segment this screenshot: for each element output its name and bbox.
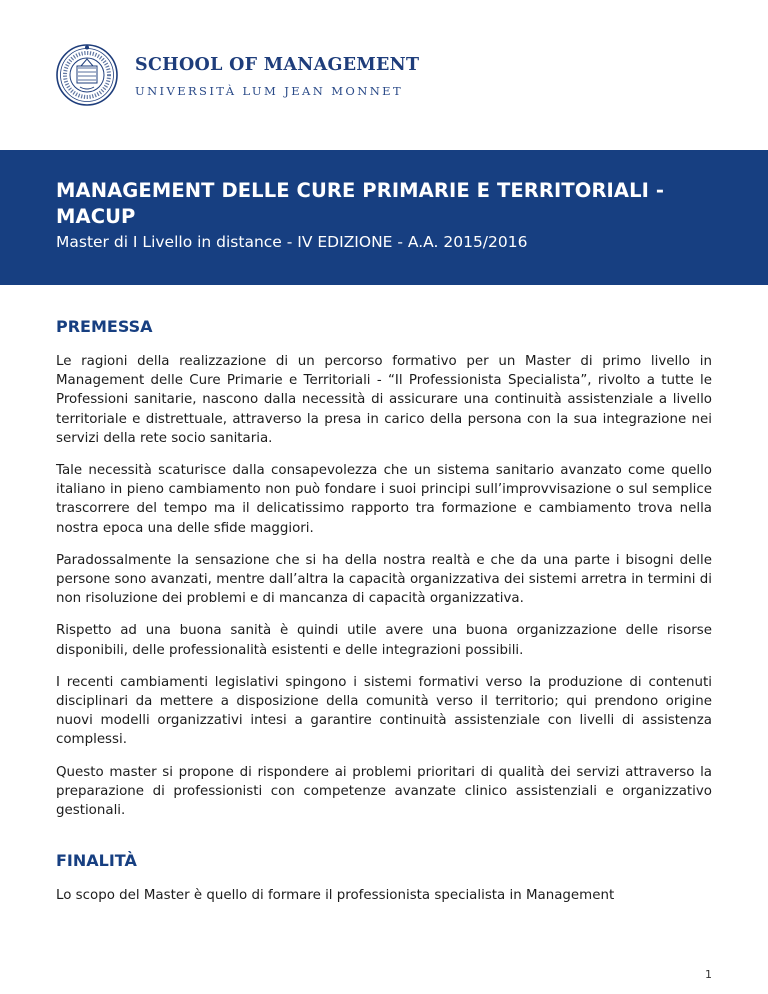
page-header bbox=[0, 0, 768, 150]
university-name: UNIVERSITÀ LUM JEAN MONNET bbox=[135, 84, 404, 98]
section-title-premessa: PREMESSA bbox=[56, 317, 153, 336]
school-name: SCHOOL OF MANAGEMENT bbox=[135, 55, 420, 75]
document-title: MANAGEMENT DELLE CURE PRIMARIE E TERRITORIALI - MACUP bbox=[56, 179, 665, 228]
document-subtitle: Master di I Livello in distance - IV EDIZIONE - A.A. 2015/2016 bbox=[56, 233, 528, 251]
paragraph: Le ragioni della realizzazione di un percorso formativo per un Master di primo livello in Management delle Cure Primarie e Territoriali - “Il Professionista Specialista”, rivolto a tutte le Professioni sanitarie, nascono dalla necessità di assicurare una continuità assistenziale a livello territoriale e distrettuale, attraverso la presa in carico della persona con la sua integrazione nei servizi della rete socio sanitaria. bbox=[56, 354, 712, 446]
paragraph: Rispetto ad una buona sanità è quindi utile avere una buona organizzazione delle risorse disponibili, delle professionalità esistenti e delle integrazioni possibili. bbox=[56, 623, 712, 658]
paragraph: Paradossalmente la sensazione che si ha della nostra realtà e che da una parte i bisogni delle persone sono avanzati, mentre dall’altra la capacità organizzativa dei sistemi arretra in termini di non risoluzione dei problemi e di mancanza di capacità organizzativa. bbox=[56, 552, 712, 607]
paragraph: Questo master si propone di rispondere ai problemi prioritari di qualità dei servizi attraverso la preparazione di professionisti con competenze avanzate clinico assistenziali e organizzativo gestionali. bbox=[56, 764, 712, 819]
university-seal-icon bbox=[56, 44, 118, 106]
paragraph: Lo scopo del Master è quello di formare il professionista specialista in Management bbox=[56, 888, 615, 904]
section-title-finalita: FINALITÀ bbox=[56, 851, 137, 871]
page-number: 1 bbox=[705, 968, 712, 981]
paragraph: Tale necessità scaturisce dalla consapevolezza che un sistema sanitario avanzato come quello italiano in pieno cambiamento non può fondare i suoi principi sull’improvvisazione o sul semplice trascorrere del tempo ma il delicatissimo rapporto tra formazione e cambiamento trova nella nostra epoca una delle sfide maggiori. bbox=[56, 463, 712, 536]
main-content bbox=[56, 316, 712, 905]
paragraph: I recenti cambiamenti legislativi spingono i sistemi formativi verso la produzione di contenuti disciplinari da mettere a disposizione della comunità verso il territorio; qui prendono origine nuovi modelli organizzativi intesi a garantire continuità assistenziale con livelli di assistenza complessi. bbox=[56, 674, 712, 748]
